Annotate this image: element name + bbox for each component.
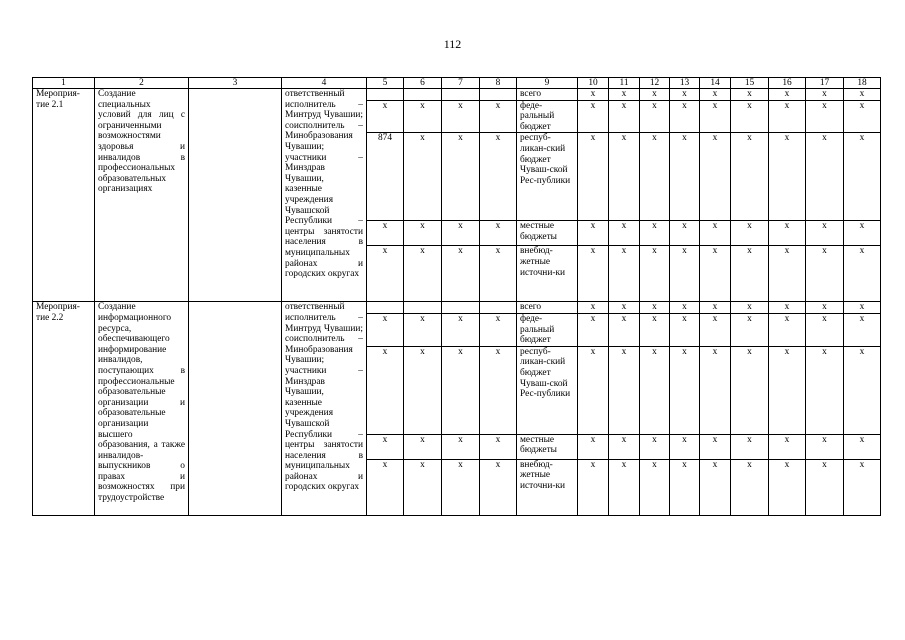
source-cell: респуб-ликан-ский бюджет Чуваш-ской Рес-публики [517,346,578,434]
code-cell: x [480,459,517,515]
value-cell: x [670,459,700,515]
code-cell: x [442,100,480,133]
code-cell: x [442,313,480,346]
code-cell: x [480,133,517,221]
value-cell: x [578,313,609,346]
code-cell: x [480,434,517,459]
code-cell: x [404,459,442,515]
value-cell: x [700,221,731,246]
value-cell: x [640,313,670,346]
value-cell: x [640,133,670,221]
header-cell: 8 [480,78,517,89]
value-cell: x [609,313,640,346]
code-cell: x [367,313,404,346]
code-cell: x [404,346,442,434]
value-cell: x [640,302,670,314]
code-cell: x [367,346,404,434]
source-cell: респуб-ликан-ский бюджет Чуваш-ской Рес-публики [517,133,578,221]
value-cell: x [731,221,769,246]
code-cell: x [367,434,404,459]
code-cell [367,89,404,101]
code-cell: x [367,246,404,302]
value-cell: x [670,313,700,346]
code-cell [404,89,442,101]
header-cell: 7 [442,78,480,89]
col3-cell [189,302,282,515]
header-cell: 15 [731,78,769,89]
value-cell: x [731,346,769,434]
value-cell: x [700,313,731,346]
value-cell: x [609,100,640,133]
code-cell: x [442,246,480,302]
value-cell: x [769,434,806,459]
value-cell: x [700,89,731,101]
program-table [32,77,881,516]
code-cell [404,302,442,314]
value-cell: x [578,434,609,459]
value-cell: x [731,100,769,133]
event-cell: Мероприя-тие 2.2 [33,302,95,515]
header-cell: 2 [95,78,189,89]
value-cell: x [578,89,609,101]
header-cell: 12 [640,78,670,89]
source-cell: всего [517,89,578,101]
value-cell: x [578,459,609,515]
value-cell: x [806,302,844,314]
value-cell: x [769,221,806,246]
code-cell: x [404,313,442,346]
code-cell: x [404,100,442,133]
value-cell: x [844,313,881,346]
value-cell: x [769,100,806,133]
value-cell: x [806,221,844,246]
code-cell: x [367,459,404,515]
code-cell: x [404,221,442,246]
value-cell: x [609,346,640,434]
header-row [33,78,881,89]
value-cell: x [609,246,640,302]
value-cell: x [609,459,640,515]
responsible-cell: ответственный исполнитель – Минтруд Чувашии; соисполнитель – Минобразования Чувашии; участники – Минздрав Чувашии, казенные учреждения Чувашской Республики – центры занятости населения в муниципальных районах и городских округах [282,89,367,302]
value-cell: x [670,246,700,302]
value-cell: x [769,302,806,314]
value-cell: x [731,434,769,459]
value-cell: x [700,459,731,515]
value-cell: x [806,89,844,101]
value-cell: x [844,221,881,246]
code-cell: x [442,346,480,434]
value-cell: x [769,459,806,515]
value-cell: x [578,133,609,221]
value-cell: x [844,346,881,434]
header-cell: 14 [700,78,731,89]
source-cell: внебюд-жетные источни-ки [517,246,578,302]
header-cell: 9 [517,78,578,89]
value-cell: x [640,221,670,246]
code-cell: x [404,133,442,221]
code-cell: x [480,313,517,346]
header-cell: 5 [367,78,404,89]
code-cell [480,302,517,314]
value-cell: x [640,434,670,459]
page-number: 112 [443,37,462,51]
header-cell: 10 [578,78,609,89]
value-cell: x [731,246,769,302]
value-cell: x [670,100,700,133]
source-cell: местные бюджеты [517,221,578,246]
col3-cell [189,89,282,302]
code-cell: x [442,221,480,246]
code-cell: 874 [367,133,404,221]
value-cell: x [670,89,700,101]
value-cell: x [609,89,640,101]
value-cell: x [806,246,844,302]
value-cell: x [731,133,769,221]
header-cell: 1 [33,78,95,89]
code-cell [442,302,480,314]
code-cell: x [480,246,517,302]
value-cell: x [844,434,881,459]
value-cell: x [640,89,670,101]
value-cell: x [731,313,769,346]
value-cell: x [806,346,844,434]
code-cell [442,89,480,101]
value-cell: x [769,313,806,346]
header-cell: 13 [670,78,700,89]
code-cell: x [404,434,442,459]
value-cell: x [578,100,609,133]
value-cell: x [844,89,881,101]
value-cell: x [700,346,731,434]
value-cell: x [578,246,609,302]
value-cell: x [769,246,806,302]
code-cell: x [367,100,404,133]
value-cell: x [578,302,609,314]
value-cell: x [700,434,731,459]
value-cell: x [670,133,700,221]
code-cell [480,89,517,101]
value-cell: x [670,221,700,246]
source-cell: всего [517,302,578,314]
code-cell: x [480,346,517,434]
value-cell: x [640,459,670,515]
value-cell: x [806,100,844,133]
value-cell: x [700,246,731,302]
value-cell: x [609,133,640,221]
description-cell: Создание информационного ресурса, обеспечивающего информирование инвалидов, поступающих в профессиональные образовательные организации и образовательные организации высшего образования, а также инвалидов-выпускников о правах и возможностях при трудоустройстве [95,302,189,515]
value-cell: x [731,459,769,515]
value-cell: x [670,302,700,314]
value-cell: x [609,302,640,314]
code-cell: x [442,459,480,515]
source-cell: феде-ральный бюджет [517,100,578,133]
value-cell: x [670,346,700,434]
value-cell: x [700,133,731,221]
value-cell: x [578,346,609,434]
source-cell: местные бюджеты [517,434,578,459]
header-cell: 11 [609,78,640,89]
value-cell: x [844,302,881,314]
header-cell: 3 [189,78,282,89]
value-cell: x [844,459,881,515]
code-cell: x [442,133,480,221]
source-cell: феде-ральный бюджет [517,313,578,346]
value-cell: x [844,246,881,302]
value-cell: x [769,346,806,434]
code-cell: x [480,221,517,246]
value-cell: x [806,133,844,221]
value-cell: x [609,221,640,246]
header-cell: 6 [404,78,442,89]
code-cell [367,302,404,314]
value-cell: x [806,434,844,459]
event-cell: Мероприя-тие 2.1 [33,89,95,302]
header-cell: 4 [282,78,367,89]
value-cell: x [640,100,670,133]
value-cell: x [670,434,700,459]
value-cell: x [844,133,881,221]
value-cell: x [731,89,769,101]
table-row [33,302,881,314]
code-cell: x [442,434,480,459]
value-cell: x [700,302,731,314]
responsible-cell: ответственный исполнитель – Минтруд Чувашии; соисполнитель – Минобразования Чувашии; участники – Минздрав Чувашии, казенные учреждения Чувашской Республики – центры занятости населения в муниципальных районах и городских округах [282,302,367,515]
table-row [33,89,881,101]
value-cell: x [609,434,640,459]
value-cell: x [640,346,670,434]
value-cell: x [640,246,670,302]
code-cell: x [367,221,404,246]
header-cell: 17 [806,78,844,89]
code-cell: x [480,100,517,133]
value-cell: x [806,459,844,515]
value-cell: x [806,313,844,346]
source-cell: внебюд-жетные источни-ки [517,459,578,515]
code-cell: x [404,246,442,302]
header-cell: 16 [769,78,806,89]
value-cell: x [578,221,609,246]
value-cell: x [769,133,806,221]
header-cell: 18 [844,78,881,89]
value-cell: x [844,100,881,133]
value-cell: x [769,89,806,101]
value-cell: x [700,100,731,133]
value-cell: x [731,302,769,314]
description-cell: Создание специальных условий для лиц с ограниченными возможностями здоровья и инвалидов в профессиональных образовательных организациях [95,89,189,302]
